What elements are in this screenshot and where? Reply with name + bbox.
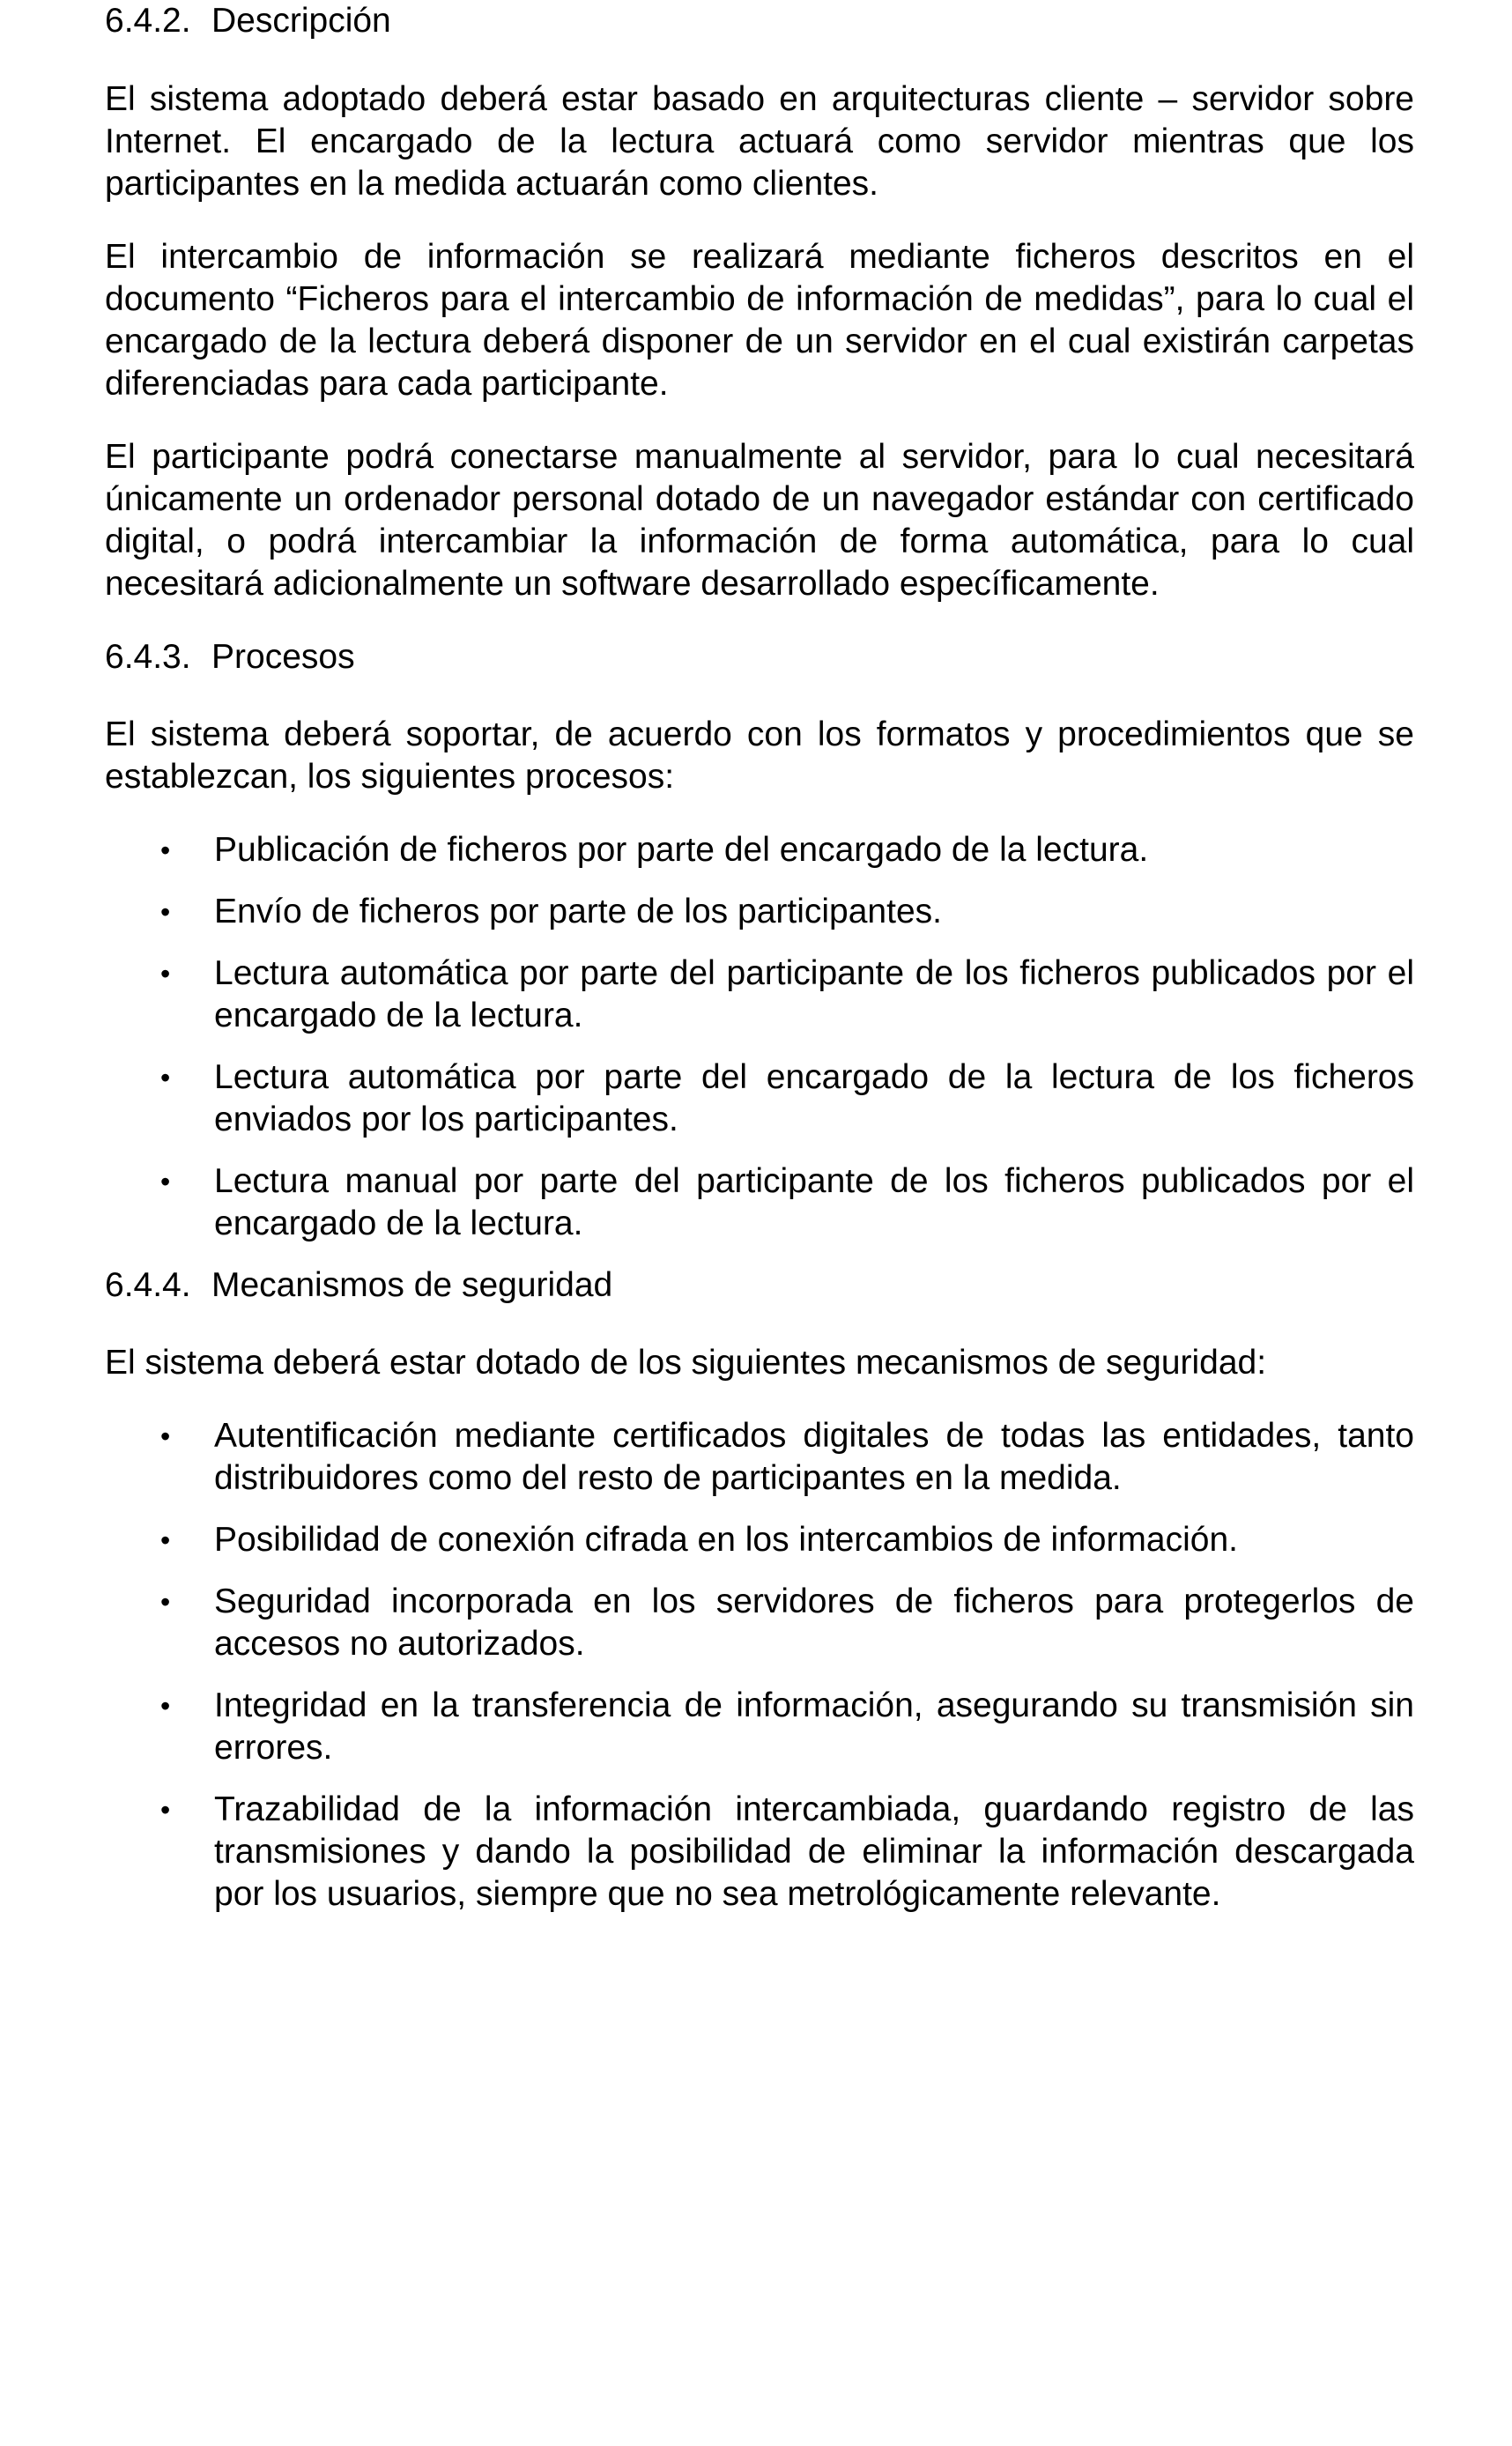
section-heading-6-4-4 (105, 1264, 1414, 1307)
list-item (105, 1056, 1414, 1141)
paragraph: El sistema adoptado deberá estar basado en arquitecturas cliente – servidor sobre Internet. El encargado de la lectura actuará como servidor mientras que los participantes en la medida actuarán como clientes. (105, 80, 1414, 203)
list-item (105, 1160, 1414, 1245)
bullet-list-security (105, 1415, 1414, 1916)
list-item (105, 1789, 1414, 1916)
bullet-icon: • (160, 958, 171, 990)
bullet-icon: • (160, 896, 171, 928)
list-item-text: Seguridad incorporada en los servidores de ficheros para protegerlos de accesos no autorizados. (214, 1582, 1414, 1663)
section-title: Mecanismos de seguridad (211, 1266, 613, 1304)
section-title: Descripción (211, 2, 391, 40)
bullet-icon: • (160, 834, 171, 866)
section-number: 6.4.4. (105, 1266, 191, 1304)
list-item-text: Trazabilidad de la información intercambiada, guardando registro de las transmisiones y dando la posibilidad de eliminar la información descargada por los usuarios, siempre que no sea metrológicamente relevante. (214, 1790, 1414, 1913)
document-page (105, 0, 1414, 1916)
paragraph: El participante podrá conectarse manualmente al servidor, para lo cual necesitará únicamente un ordenador personal dotado de un navegador estándar con certificado digital, o podrá intercambiar la información de forma automática, para lo cual necesitará adicionalmente un software desarrollado específicamente. (105, 438, 1414, 603)
list-item (105, 1581, 1414, 1665)
list-item (105, 1415, 1414, 1500)
section-heading-6-4-2 (105, 0, 1414, 42)
list-item (105, 829, 1414, 871)
paragraph: El intercambio de información se realizará mediante ficheros descritos en el documento “Ficheros para el intercambio de información de medidas”, para lo cual el encargado de la lectura deberá disponer de un servidor en el cual existirán carpetas diferenciadas para cada participante. (105, 238, 1414, 403)
list-item-text: Publicación de ficheros por parte del encargado de la lectura. (214, 831, 1149, 869)
section-heading-6-4-3 (105, 636, 1414, 678)
section-title: Procesos (211, 638, 355, 676)
list-item-text: Integridad en la transferencia de información, asegurando su transmisión sin errores. (214, 1686, 1414, 1767)
list-item-text: Posibilidad de conexión cifrada en los intercambios de información. (214, 1521, 1238, 1559)
section-number: 6.4.2. (105, 2, 191, 40)
list-item-text: Autentificación mediante certificados digitales de todas las entidades, tanto distribuidores como del resto de participantes en la medida. (214, 1417, 1414, 1497)
paragraph: El sistema deberá soportar, de acuerdo con los formatos y procedimientos que se establezcan, los siguientes procesos: (105, 715, 1414, 796)
bullet-icon: • (160, 1690, 171, 1722)
list-item-text: Lectura automática por parte del participante de los ficheros publicados por el encargado de la lectura. (214, 954, 1414, 1034)
bullet-icon: • (160, 1062, 171, 1093)
list-item-text: Lectura manual por parte del participante de los ficheros publicados por el encargado de la lectura. (214, 1162, 1414, 1242)
list-item-text: Lectura automática por parte del encargado de la lectura de los ficheros enviados por los participantes. (214, 1058, 1414, 1138)
list-item (105, 1685, 1414, 1769)
list-item (105, 1519, 1414, 1561)
bullet-icon: • (160, 1166, 171, 1197)
bullet-list-processes (105, 829, 1414, 1245)
list-item-text: Envío de ficheros por parte de los participantes. (214, 893, 942, 930)
bullet-icon: • (160, 1420, 171, 1452)
bullet-icon: • (160, 1794, 171, 1826)
paragraph: El sistema deberá estar dotado de los siguientes mecanismos de seguridad: (105, 1344, 1267, 1382)
bullet-icon: • (160, 1586, 171, 1618)
list-item (105, 891, 1414, 933)
list-item (105, 952, 1414, 1037)
bullet-icon: • (160, 1524, 171, 1556)
section-number: 6.4.3. (105, 638, 191, 676)
